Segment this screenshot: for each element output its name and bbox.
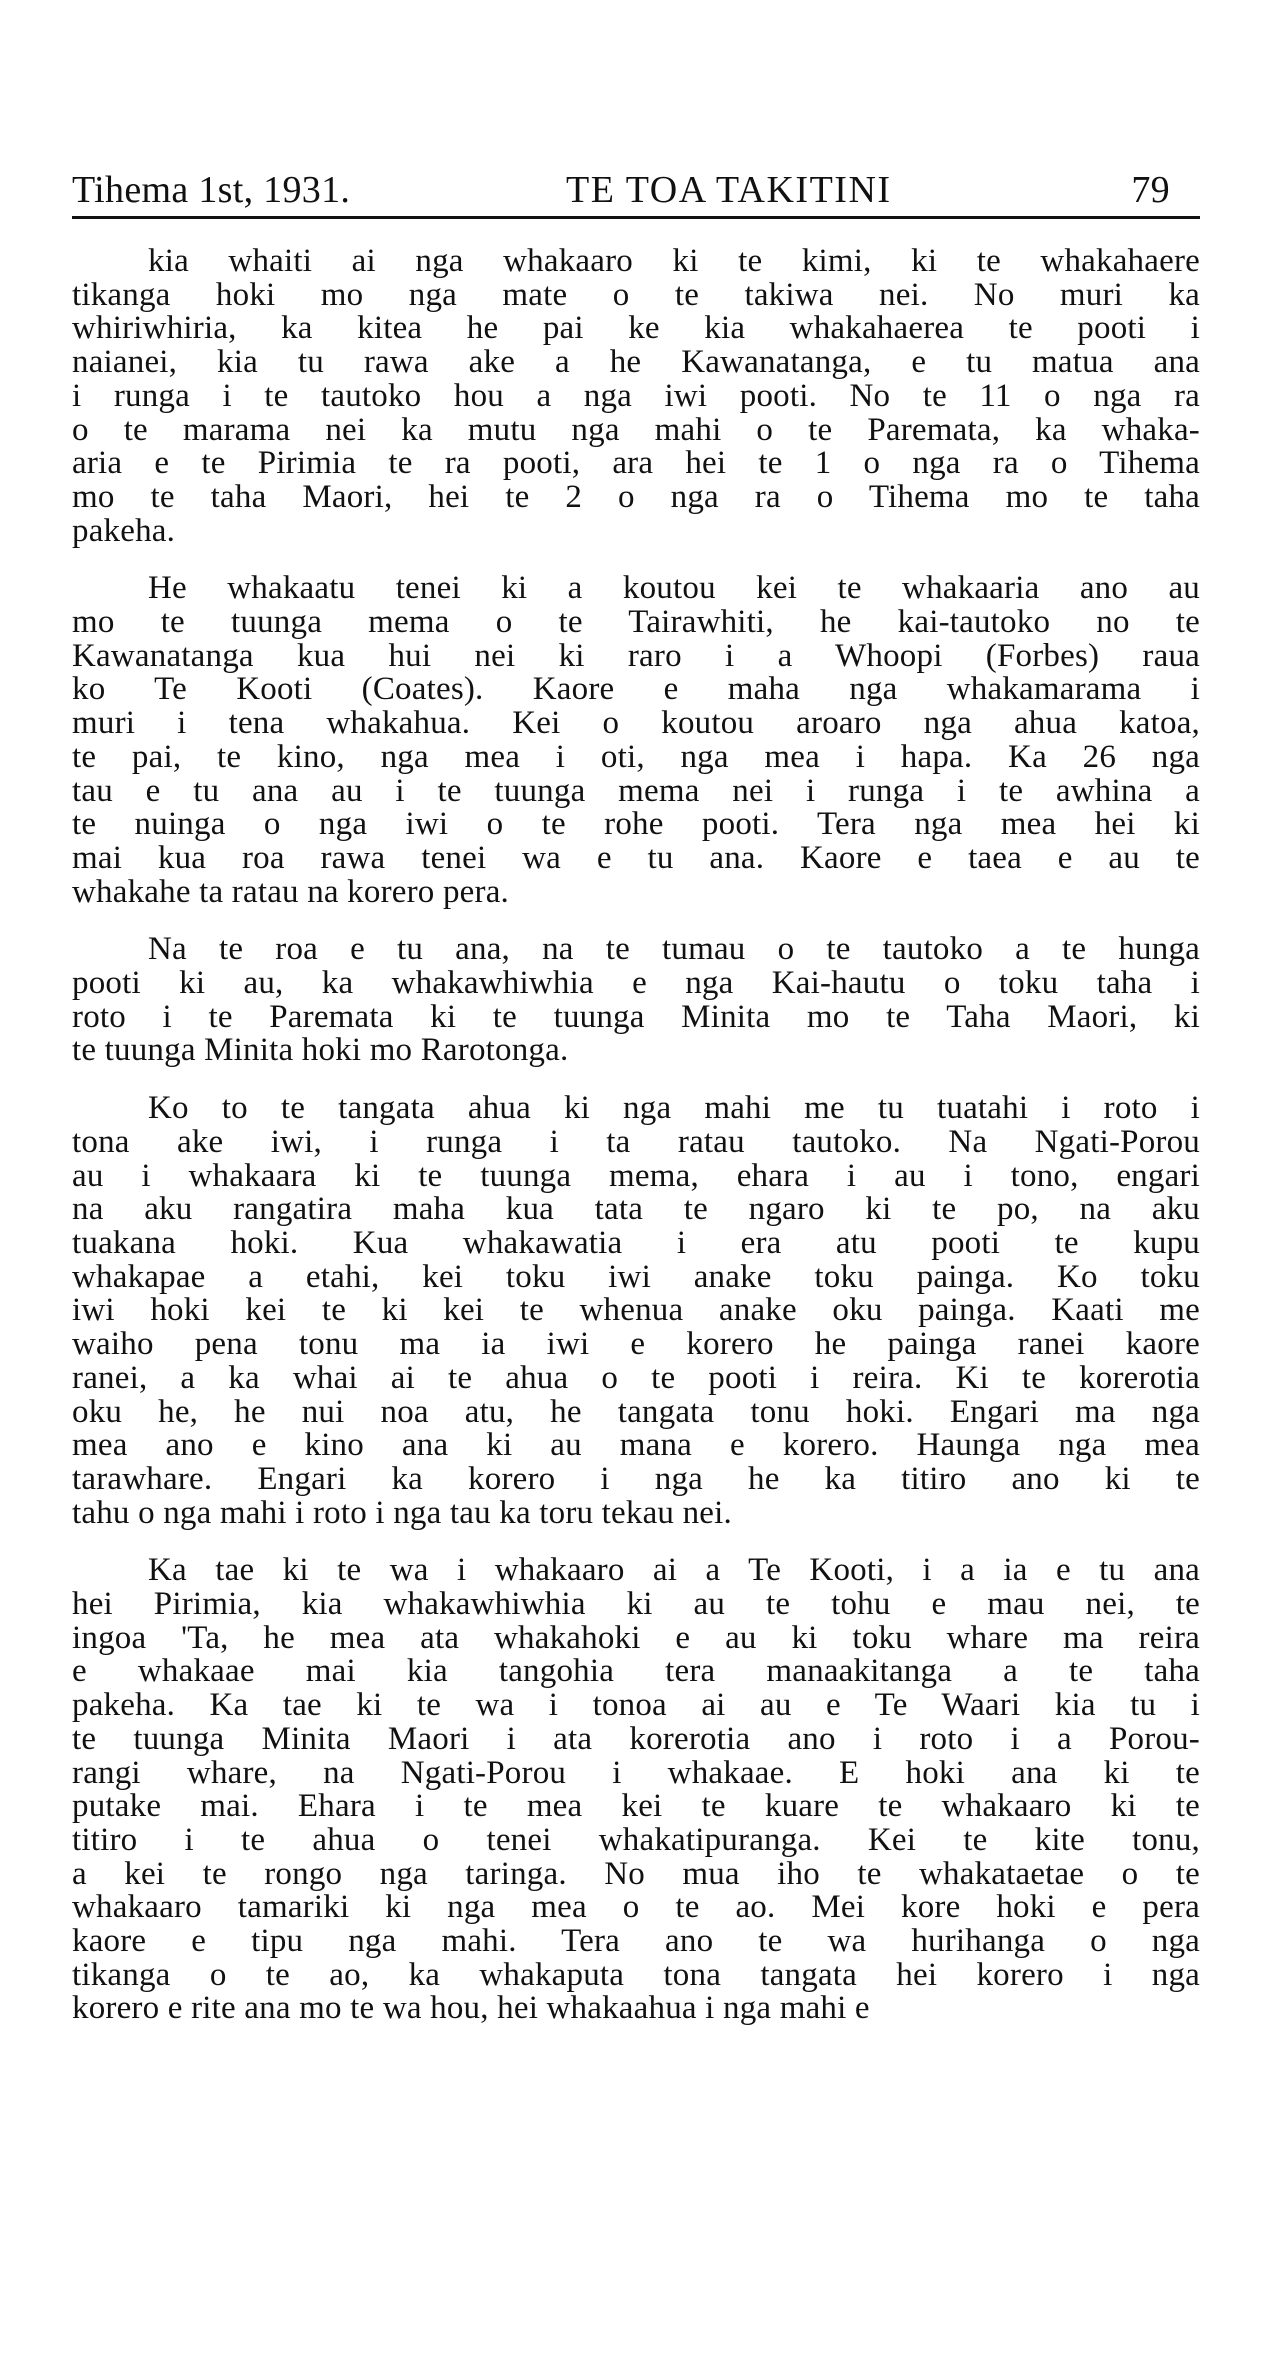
publication-title: TE TOA TAKITINI [566,169,892,211]
text-line: ko Te Kooti (Coates). Kaore e maha nga whakamarama i [72,671,1200,708]
paragraph [72,572,1200,909]
text-line: whakaaro tamariki ki nga mea o te ao. Mei kore hoki e pera [72,1889,1200,1926]
document-page [72,170,1200,2050]
body-text [72,245,1200,2026]
text-line: rangi whare, na Ngati-Porou i whakaae. E hoki ana ki te [72,1754,1200,1791]
text-line: te nuinga o nga iwi o te rohe pooti. Tera nga mea hei ki [72,806,1200,843]
text-line: mea ano e kino ana ki au mana e korero. Haunga nga mea [72,1427,1200,1464]
text-line: Na te roa e tu ana, na te tumau o te tautoko a te hunga [148,931,1200,968]
text-line: mai kua roa rawa tenei wa e tu ana. Kaore e taea e au te [72,839,1200,876]
text-line: au i whakaara ki te tuunga mema, ehara i au i tono, engari [72,1157,1200,1194]
page-number: 79 [1131,169,1170,211]
text-line: tikanga hoki mo nga mate o te takiwa nei. No muri ka [72,276,1200,313]
text-line: kia whaiti ai nga whakaaro ki te kimi, ki te whakahaere [148,243,1200,279]
text-line: He whakaatu tenei ki a koutou kei te whakaaria ano au [148,570,1200,607]
text-line: Kawanatanga kua hui nei ki raro i a Whoopi (Forbes) raua [72,637,1200,674]
text-line: ranei, a ka whai ai te ahua o te pooti i reira. Ki te korerotia [72,1359,1200,1396]
text-line: tarawhare. Engari ka korero i nga he ka titiro ano ki te [72,1460,1200,1497]
paragraph [72,245,1200,548]
text-line: waiho pena tonu ma ia iwi e korero he painga ranei kaore [72,1326,1200,1363]
text-line: tikanga o te ao, ka whakaputa tona tangata hei korero i nga [72,1956,1200,1993]
running-header [72,170,1200,219]
text-line: te tuunga Minita hoki mo Rarotonga. [72,1032,569,1069]
text-line: putake mai. Ehara i te mea kei te kuare te whakaaro ki te [72,1788,1200,1825]
text-line: kaore e tipu nga mahi. Tera ano te wa hurihanga o nga [72,1923,1200,1960]
text-line: aria e te Pirimia te ra pooti, ara hei te 1 o nga ra o Tihema [72,445,1200,482]
paragraph [72,933,1200,1068]
text-line: titiro i te ahua o tenei whakatipuranga. Kei te kite tonu, [72,1821,1200,1858]
text-line: roto i te Paremata ki te tuunga Minita mo te Taha Maori, ki [72,998,1200,1035]
text-line: whakapae a etahi, kei toku iwi anake toku painga. Ko toku [72,1258,1200,1295]
text-line: muri i tena whakahua. Kei o koutou aroaro nga ahua katoa, [72,705,1200,742]
text-line: te tuunga Minita Maori i ata korerotia ano i roto i a Porou- [72,1720,1200,1757]
text-line: whiriwhiria, ka kitea he pai ke kia whakahaerea te pooti i [72,310,1200,347]
text-line: tona ake iwi, i runga i ta ratau tautoko. Na Ngati-Porou [72,1123,1200,1160]
text-line: tahu o nga mahi i roto i nga tau ka toru tekau nei. [72,1494,732,1531]
text-line: mo te tuunga mema o te Tairawhiti, he kai-tautoko no te [72,604,1200,641]
text-line: na aku rangatira maha kua tata te ngaro ki te po, na aku [72,1191,1200,1228]
header-date: Tihema 1st, 1931. [72,169,351,211]
paragraph [72,1554,1200,2026]
text-line: oku he, he nui noa atu, he tangata tonu hoki. Engari ma nga [72,1393,1200,1430]
text-line: i runga i te tautoko hou a nga iwi pooti. No te 11 o nga ra [72,377,1200,414]
text-line: a kei te rongo nga taringa. No mua iho te whakataetae o te [72,1855,1200,1892]
text-line: hei Pirimia, kia whakawhiwhia ki au te tohu e mau nei, te [72,1586,1200,1623]
text-line: o te marama nei ka mutu nga mahi o te Paremata, ka whaka- [72,411,1200,448]
text-line: korero e rite ana mo te wa hou, hei whakaahua i nga mahi e [72,1990,870,2027]
text-line: iwi hoki kei te ki kei te whenua anake oku painga. Kaati me [72,1292,1200,1329]
text-line: Ka tae ki te wa i whakaaro ai a Te Kooti, i a ia e tu ana [148,1552,1200,1589]
paragraph [72,1092,1200,1530]
text-line: mo te taha Maori, hei te 2 o nga ra o Tihema mo te taha [72,478,1200,515]
text-line: pakeha. Ka tae ki te wa i tonoa ai au e Te Waari kia tu i [72,1687,1200,1724]
text-line: tau e tu ana au i te tuunga mema nei i runga i te awhina a [72,772,1200,809]
text-line: pooti ki au, ka whakawhiwhia e nga Kai-hautu o toku taha i [72,965,1200,1002]
text-line: tuakana hoki. Kua whakawatia i era atu pooti te kupu [72,1224,1200,1261]
text-line: pakeha. [72,512,176,549]
text-line: whakahe ta ratau na korero pera. [72,873,509,910]
text-line: te pai, te kino, nga mea i oti, nga mea i hapa. Ka 26 nga [72,738,1200,775]
text-line: naianei, kia tu rawa ake a he Kawanatanga, e tu matua ana [72,344,1200,381]
text-line: Ko to te tangata ahua ki nga mahi me tu tuatahi i roto i [148,1090,1200,1127]
text-line: e whakaae mai kia tangohia tera manaakitanga a te taha [72,1653,1200,1690]
text-line: ingoa 'Ta, he mea ata whakahoki e au ki toku whare ma reira [72,1619,1200,1656]
